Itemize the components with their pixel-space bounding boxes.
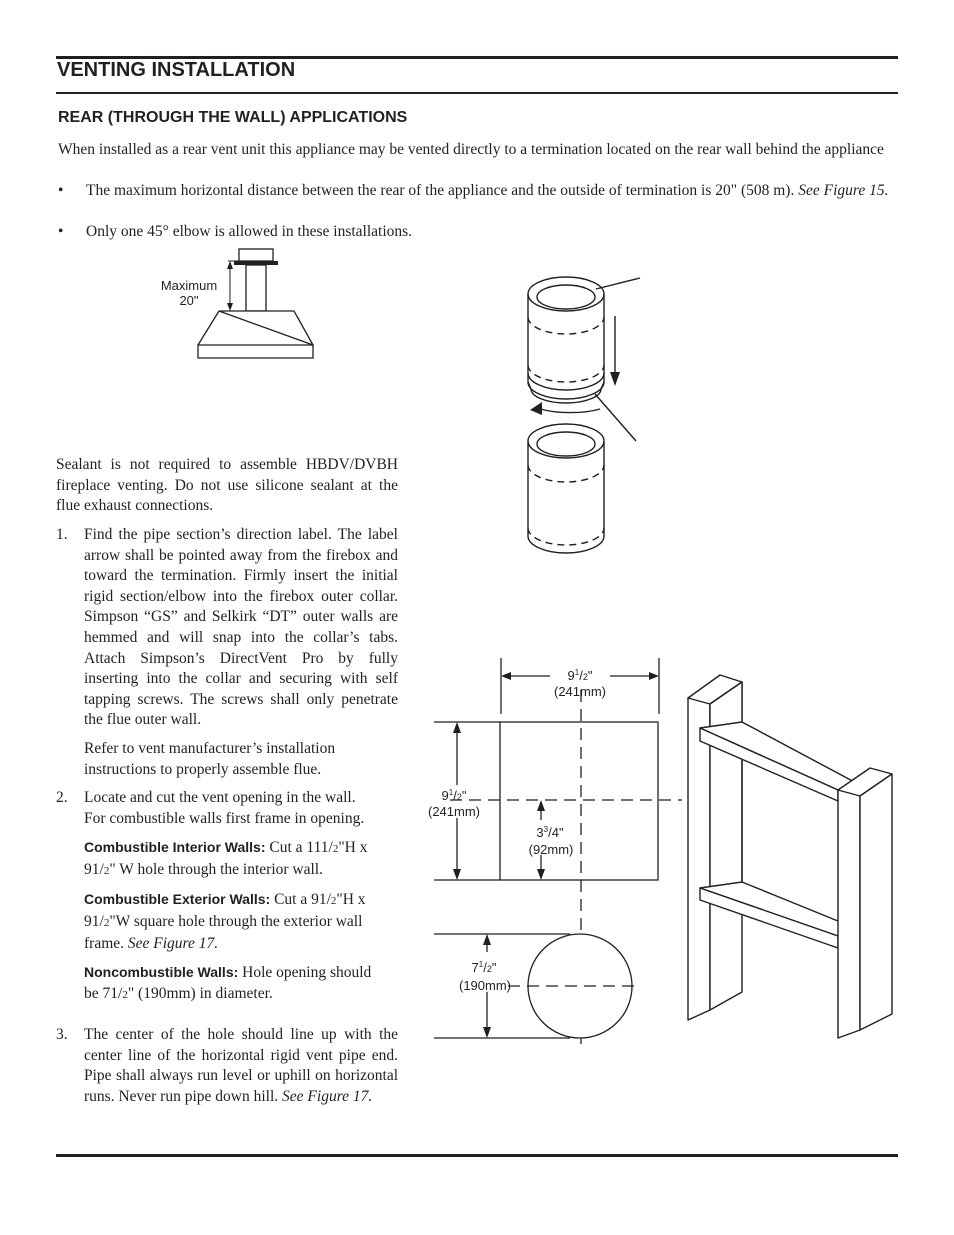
step-3 — [56, 1025, 398, 1107]
offset-mm-label: (92mm) — [528, 842, 574, 857]
figure-15-diagram — [140, 240, 340, 365]
bullet-text: Only one 45° elbow is allowed in these installations. — [86, 223, 413, 240]
top-rule-thin — [56, 92, 898, 94]
sub-instruction: Combustible Exterior Walls: Cut a 91/2"H x 91/2"W square hole through the exterior wall frame. See Figure 17. — [84, 891, 366, 952]
wall-frame-illustration — [688, 675, 892, 1038]
max-label-2: 20" — [179, 293, 199, 308]
step-number: 1. — [56, 526, 68, 543]
diameter-label: $7^1/2$" — [471, 960, 497, 975]
step-text: Find the pipe section’s direction label. The label arrow shall be pointed away from the firebox and toward the termination. Firmly insert the initial rigid section/elbow into the firebox outer collar. Simpson “GS” and Selkirk “DT” outer walls are hemmed and will snap into the collar’s tabs. Attach Simpson’s DirectVent Pro by fully inserting into the collar and securing with self tapping screws. The screws shall only penetrate the flue outer wall. — [84, 526, 398, 729]
width-label: $9^1/2$" — [567, 668, 593, 683]
width-mm-label: (241mm) — [553, 684, 607, 699]
height-label: $9^1/2$" — [441, 788, 467, 803]
sub-instruction: Combustible Interior Walls: Cut a 111/2"H x 91/2" W hole through the interior wall. — [84, 839, 368, 878]
step-2 — [56, 788, 398, 1005]
max-label-1: Maximum — [160, 278, 218, 293]
bottom-rule — [56, 1154, 898, 1157]
step-text: The center of the hole should line up with the center line of the horizontal rigid vent pipe end. Pipe shall always run level or uphill on horizontal runs. Never run pipe down hill. — [84, 1026, 398, 1105]
figure-17-diagram — [420, 650, 900, 1055]
step-number: 2. — [56, 789, 68, 806]
sealant-note: Sealant is not required to assemble HBDV/DVBH fireplace venting. Do not use silicone sealant at the flue exhaust connections. — [56, 456, 398, 515]
height-mm-label: (241mm) — [427, 804, 481, 819]
intro-paragraph: When installed as a rear vent unit this appliance may be vented directly to a termination located on the rear wall behind the appliance — [58, 141, 884, 158]
step-text: Locate and cut the vent opening in the wall. For combustible walls first frame in opening. — [84, 789, 365, 827]
diameter-mm-label: (190mm) — [458, 978, 512, 993]
step-1 — [56, 525, 398, 780]
bullet-item: • The maximum horizontal distance between the rear of the appliance and the outside of termination is 20" (508 m). See Figure 15. — [58, 182, 889, 199]
step-extra: Refer to vent manufacturer’s installation instructions to properly assemble flue. — [84, 739, 336, 778]
offset-label: $3^3/4$" — [536, 825, 564, 840]
figure-reference: See Figure 17. — [127, 934, 219, 952]
subsection-title: REAR (THROUGH THE WALL) APPLICATIONS — [58, 109, 408, 126]
bullet-item: • Only one 45° elbow is allowed in these installations. — [58, 223, 413, 240]
figure-16-pipe-diagram — [515, 265, 655, 560]
step-number: 3. — [56, 1026, 68, 1043]
bullet-text: The maximum horizontal distance between the rear of the appliance and the outside of termination is 20" (508 m). — [86, 182, 795, 199]
figure-reference: See Figure 15. — [798, 182, 889, 199]
sub-instruction: Noncombustible Walls: Hole opening should be 71/2" (190mm) in diameter. — [84, 964, 372, 1002]
section-title: VENTING INSTALLATION — [57, 59, 296, 81]
figure-reference: See Figure 17. — [282, 1087, 373, 1105]
